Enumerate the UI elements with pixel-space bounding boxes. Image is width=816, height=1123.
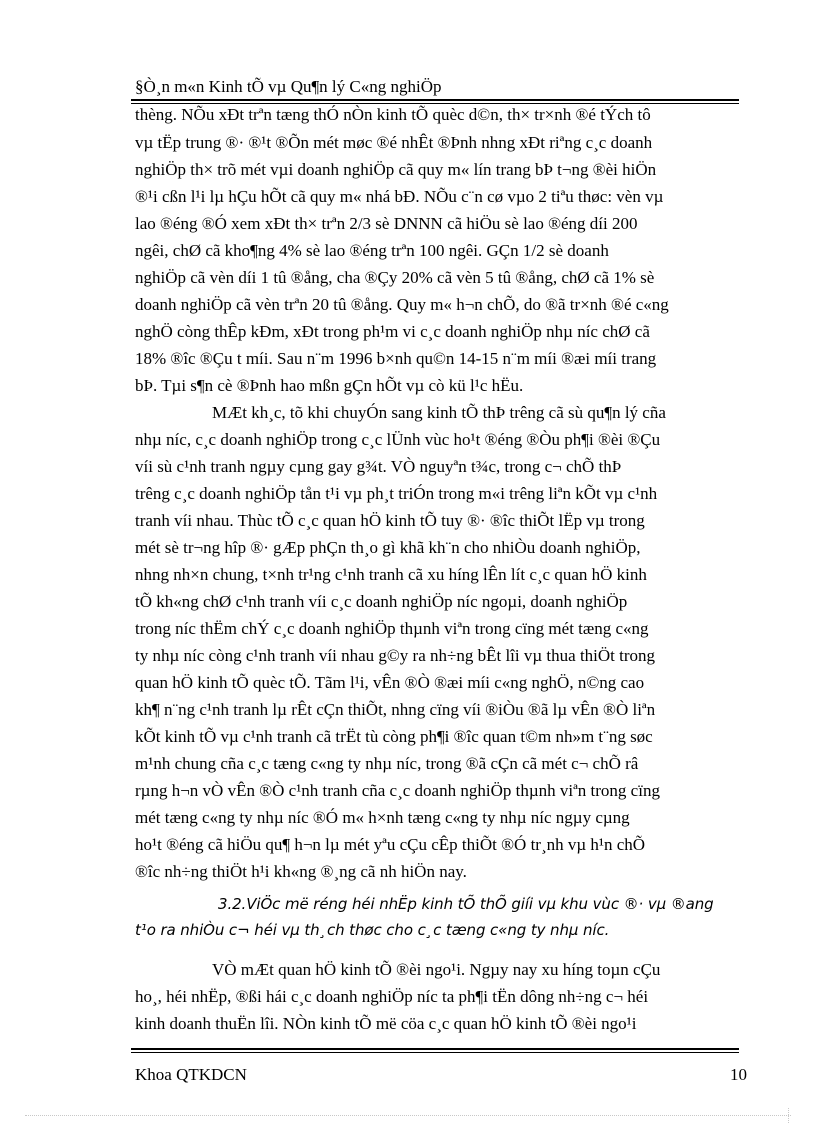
body-line: ®îc nh÷ng thiÖt h¹i kh«ng ®¸ng cã nh hiÖn nay. [135,862,467,881]
body-line: thèng. NÕu xÐt trªn tæng thÓ nÒn kinh tÕ quèc d©n, th× tr×nh ®é tÝch tô [135,105,651,124]
header-double-rule [131,99,739,104]
body-line: kinh doanh thuËn lîi. NÒn kinh tÕ më cöa c¸c quan hÖ kinh tÕ ®èi ngo¹i [135,1014,637,1033]
body-line: 18% ®îc ®Çu t míi. Sau n¨m 1996 b×nh qu©n 14-15 n¨m míi ®æi míi trang [135,349,657,368]
footer-double-rule [131,1048,739,1053]
body-line: nghiÖp cã vèn díi 1 tû ®ång, cha ®Çy 20% cã vèn 5 tû ®ång, chØ cã 1% sè [135,268,655,287]
body-line: tÕ kh«ng chØ c¹nh tranh víi c¸c doanh nghiÖp níc ngoµi, doanh nghiÖp [135,592,628,611]
body-line: lao ®éng ®Ó xem xÐt th× trªn 2/3 sè DNNN cã hiÖu sè lao ®éng díi 200 [135,214,638,233]
body-line: ngêi, chØ cã kho¶ng 4% sè lao ®éng trªn 100 ngêi. GÇn 1/2 sè doanh [135,241,609,260]
body-line: ty nhµ níc còng c¹nh tranh víi nhau g©y ra nh÷ng bÊt lîi vµ thua thiÖt trong [135,646,656,665]
page-number: 10 [730,1065,747,1084]
paragraph-first-line: MÆt kh¸c, tõ khi chuyÓn sang kinh tÕ thÞ trêng cã sù qu¶n lý cña [212,403,666,422]
body-line: rµng h¬n vÒ vÊn ®Ò c¹nh tranh cña c¸c doanh nghiÖp thµnh viªn trong cïng [135,781,660,800]
body-line: m¹nh chung cña c¸c tæng c«ng ty nhµ níc, trong ®ã cÇn cã mét c¬ chÕ râ [135,754,639,773]
page-margin-mark [788,1108,789,1123]
page-header-title: §Ò¸n m«n Kinh tÕ vµ Qu¶n lý C«ng nghiÖp [135,77,442,96]
body-line: ho¸, héi nhËp, ®ßi hái c¸c doanh nghiÖp níc ta ph¶i tËn dông nh÷ng c¬ héi [135,987,649,1006]
body-line: mét tæng c«ng ty nhµ níc ®Ó m« h×nh tæng c«ng ty nhµ níc ngµy cµng [135,808,630,827]
body-line: trêng c¸c doanh nghiÖp tån t¹i vµ ph¸t triÓn trong m«i trêng liªn kÕt vµ c¹nh [135,484,658,503]
body-line: víi sù c¹nh tranh ngµy cµng gay g¾t. VÒ nguyªn t¾c, trong c¬ chÕ thÞ [135,457,622,476]
paragraph-first-line: VÒ mÆt quan hÖ kinh tÕ ®èi ngo¹i. Ngµy nay xu híng toµn cÇu [212,960,661,979]
body-line: quan hÖ kinh tÕ quèc tÕ. Tãm l¹i, vÊn ®Ò ®æi míi c«ng nghÖ, n©ng cao [135,673,645,692]
section-subheading: 3.2.ViÖc më réng héi nhËp kinh tÕ thÕ giíi vµ khu vùc ®· vµ ®ang [218,895,714,913]
body-line: doanh nghiÖp cã vèn trªn 20 tû ®ång. Quy m« h¬n chÕ, do ®ã tr×nh ®é c«ng [135,295,669,314]
body-line: trong níc thËm chÝ c¸c doanh nghiÖp thµnh viªn trong cïng mét tæng c«ng [135,619,649,638]
body-line: vµ tËp trung ®· ®¹t ®Õn mét møc ®é nhÊt ®Þnh nhng xÐt riªng c¸c doanh [135,133,653,152]
body-line: kÕt kinh tÕ vµ c¹nh tranh cã trËt tù còng ph¶i ®îc quan t©m nh»m t¨ng søc [135,727,653,746]
body-line: nhµ níc, c¸c doanh nghiÖp trong c¸c lÜnh vùc ho¹t ®éng ®Òu ph¶i ®èi ®Çu [135,430,661,449]
section-subheading: t¹o ra nhiÒu c¬ héi vµ th¸ch thøc cho c¸c tæng c«ng ty nhµ níc. [135,921,610,939]
body-line: bÞ. Tµi s¶n cè ®Þnh hao mßn gÇn hÕt vµ cò kü l¹c hËu. [135,376,524,395]
body-line: kh¶ n¨ng c¹nh tranh lµ rÊt cÇn thiÕt, nhng cïng víi ®iÒu ®ã lµ vÊn ®Ò liªn [135,700,656,719]
body-line: tranh víi nhau. Thùc tÕ c¸c quan hÖ kinh tÕ tuy ®· ®îc thiÕt lËp vµ trong [135,511,645,530]
body-line: nghiÖp th× trõ mét vµi doanh nghiÖp cã quy m« lín trang bÞ t¬ng ®èi hiÖn [135,160,657,179]
body-line: ®¹i cßn l¹i lµ hÇu hÕt cã quy m« nhá bÐ. NÕu c¨n cø vµo 2 tiªu thøc: vèn vµ [135,187,664,206]
body-line: ho¹t ®éng cã hiÖu qu¶ h¬n lµ mét yªu cÇu cÊp thiÕt ®Ó tr¸nh vµ h¹n chÕ [135,835,646,854]
body-line: nhng nh×n chung, t×nh tr¹ng c¹nh tranh cã xu híng lÊn lít c¸c quan hÖ kinh [135,565,647,584]
footer-department: Khoa QTKDCN [135,1065,247,1084]
page-break-line [25,1115,791,1116]
body-line: mét sè tr¬ng hîp ®· gÆp phÇn th¸o gì khã kh¨n cho nhiÒu doanh nghiÖp, [135,538,641,557]
body-line: nghÖ còng thÊp kÐm, xÐt trong ph¹m vi c¸c doanh nghiÖp nhµ níc chØ cã [135,322,650,341]
